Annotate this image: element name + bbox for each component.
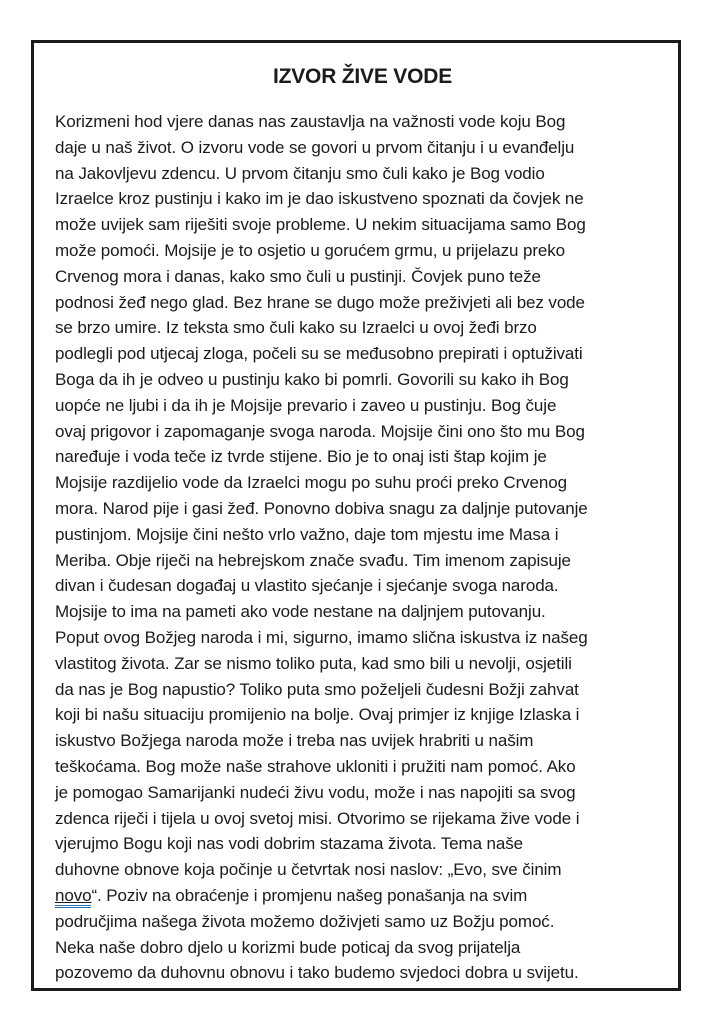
text-line: na Jakovljevu zdencu. U prvom čitanju smo čuli kako je Bog vodio bbox=[55, 163, 545, 183]
text-line: Mojsije to ima na pameti ako vode nestane na daljnjem putovanju. bbox=[55, 602, 546, 622]
text-line: podnosi žeđ nego glad. Bez hrane se dugo može preživjeti ali bez vode bbox=[55, 292, 585, 312]
text-line: da nas je Bog napustio? Toliko puta smo poželjeli čudesni Božji zahvat bbox=[55, 679, 579, 699]
text-line: duhovne obnove koja počinje u četvrtak nosi naslov: „Evo, sve činim bbox=[55, 860, 562, 880]
text-line: područjima našega života možemo doživjeti samo uz Božju pomoć. bbox=[55, 911, 555, 931]
text-line: može uvijek sam riješiti svoje probleme. U nekim situacijama samo Bog bbox=[55, 215, 586, 235]
text-line: Poput ovog Božjeg naroda i mi, sigurno, imamo slična iskustva iz našeg bbox=[55, 627, 588, 647]
text-line: zdenca riječi i tijela u ovoj svetoj misi. Otvorimo se rijekama žive vode i bbox=[55, 808, 580, 828]
text-line: Boga da ih je odveo u pustinju kako bi pomrli. Govorili su kako ih Bog bbox=[55, 369, 569, 389]
text-line: podlegli pod utjecaj zloga, počeli su se međusobno prepirati i optuživati bbox=[55, 344, 583, 364]
body-text bbox=[55, 109, 670, 986]
text-line: divan i čudesan događaj u vlastito sjećanje i sjećanje svoga naroda. bbox=[55, 576, 559, 596]
text-line: Meriba. Obje riječi na hebrejskom znače svađu. Tim imenom zapisuje bbox=[55, 550, 571, 570]
document-title: IZVOR ŽIVE VODE bbox=[272, 65, 453, 88]
text-line: Crvenog mora i danas, kako smo čuli u pustinji. Čovjek puno teže bbox=[55, 266, 541, 286]
underlined-word-novo: novo bbox=[55, 886, 91, 908]
text-line: teškoćama. Bog može naše strahove ukloniti i pružiti nam pomoć. Ako bbox=[55, 756, 576, 776]
text-line: je pomogao Samarijanki nudeći živu vodu, može i nas napojiti sa svog bbox=[55, 782, 576, 802]
text-line: Neka naše dobro djelo u korizmi bude poticaj da svog prijatelja bbox=[55, 937, 521, 957]
text-line: koji bi našu situaciju promijenio na bolje. Ovaj primjer iz knjige Izlaska i bbox=[55, 705, 580, 725]
page-border-frame bbox=[31, 40, 681, 991]
text-line: pustinjom. Mojsije čini nešto vrlo važno, daje tom mjestu ime Masa i bbox=[55, 524, 559, 544]
text-line: daje u naš život. O izvoru vode se govori u prvom čitanju i u evanđelju bbox=[55, 137, 575, 157]
text-line: ovaj prigovor i zapomaganje svoga naroda. Mojsije čini ono što mu Bog bbox=[55, 421, 585, 441]
text-line: pozovemo da duhovnu obnovu i tako budemo svjedoci dobra u svijetu. bbox=[55, 963, 579, 983]
text-line: vjerujmo Bogu koji nas vodi dobrim stazama života. Tema naše bbox=[55, 834, 524, 854]
text-line: iskustvo Božjega naroda može i treba nas uvijek hrabriti u našim bbox=[55, 731, 534, 751]
text-line: može pomoći. Mojsije je to osjetio u gorućem grmu, u prijelazu preko bbox=[55, 240, 566, 260]
text-line: novo“. Poziv na obraćenje i promjenu našeg ponašanja na svim bbox=[55, 883, 670, 909]
text-line: Mojsije razdijelio vode da Izraelci mogu po suhu proći preko Crvenog bbox=[55, 473, 567, 493]
text-line: Korizmeni hod vjere danas nas zaustavlja na važnosti vode koju Bog bbox=[55, 112, 566, 131]
text-line: uopće ne ljubi i da ih je Mojsije prevario i zaveo u pustinju. Bog čuje bbox=[55, 395, 557, 415]
text-line: se brzo umire. Iz teksta smo čuli kako su Izraelci u ovoj žeđi brzo bbox=[55, 318, 537, 338]
text-line: Izraelce kroz pustinju i kako im je dao iskustveno spoznati da čovjek ne bbox=[55, 189, 584, 209]
text-line: naređuje i voda teče iz tvrde stijene. Bio je to onaj isti štap kojim je bbox=[55, 447, 547, 467]
text-line: vlastitog života. Zar se nismo toliko puta, kad smo bili u nevolji, osjetili bbox=[55, 653, 572, 673]
text-line: mora. Narod pije i gasi žeđ. Ponovno dobiva snagu za daljnje putovanje bbox=[55, 498, 588, 518]
